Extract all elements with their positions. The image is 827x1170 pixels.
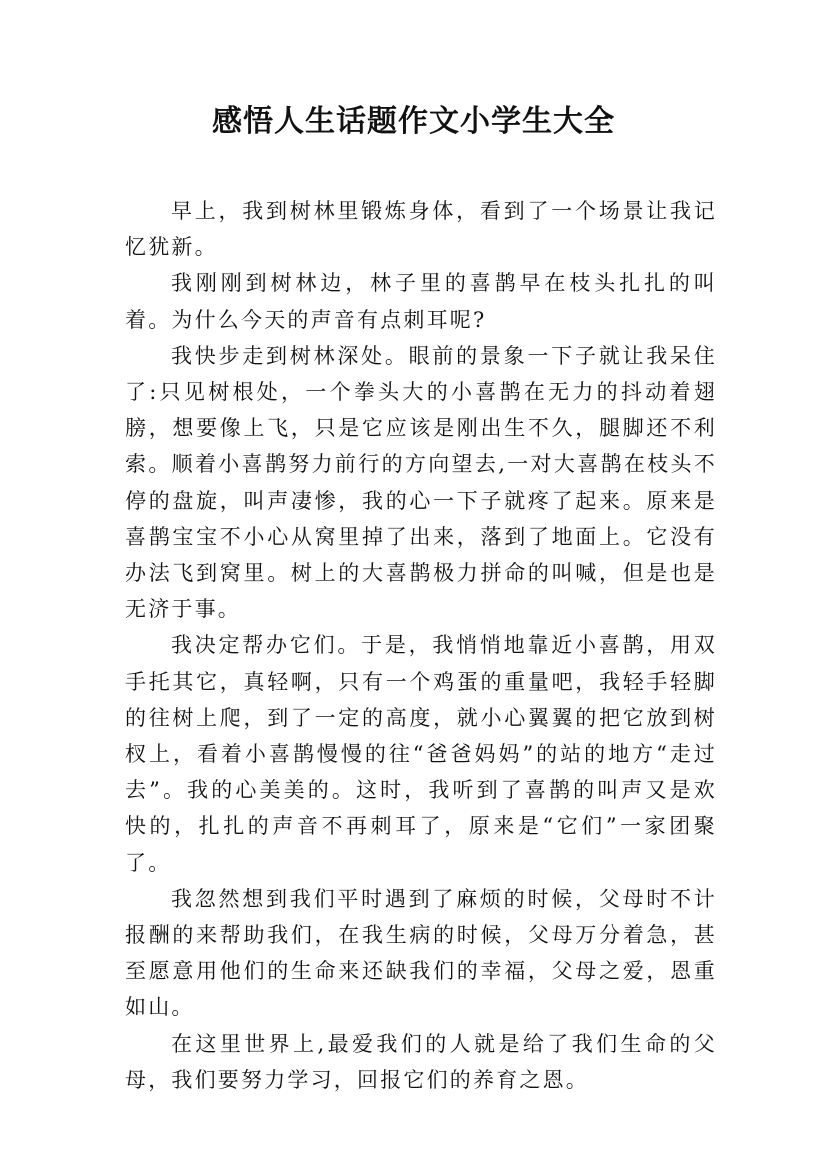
document-body xyxy=(125,193,717,1098)
paragraph: 我忽然想到我们平时遇到了麻烦的时候，父母时不计报酬的来帮助我们，在我生病的时候，父母万分着急，甚至愿意用他们的生命来还缺我们的幸福，父母之爱，恩重如山。 xyxy=(125,886,717,1020)
document-title: 感悟人生话题作文小学生大全 xyxy=(212,104,615,139)
paragraph: 我刚刚到树林边，林子里的喜鹊早在枝头扎扎的叫着。为什么今天的声音有点刺耳呢? xyxy=(125,271,717,332)
paragraph: 我决定帮办它们。于是，我悄悄地靠近小喜鹊，用双手托其它，真轻啊，只有一个鸡蛋的重量吧，我轻手轻脚的往树上爬，到了一定的高度，就小心翼翼的把它放到树杈上，看着小喜鹊慢慢的往“爸爸妈妈”的站的地方“走过去”。我的心美美的。这时，我听到了喜鹊的叫声又是欢快的，扎扎的声音不再刺耳了，原来是“它们”一家团聚了。 xyxy=(125,633,717,875)
paragraph: 我快步走到树林深处。眼前的景象一下子就让我呆住了:只见树根处，一个拳头大的小喜鹊在无力的抖动着翅膀，想要像上飞，只是它应该是刚出生不久，腿脚还不利索。顺着小喜鹊努力前行的方向望去,一对大喜鹊在枝头不停的盘旋，叫声凄惨，我的心一下子就疼了起来。原来是喜鹊宝宝不小心从窝里掉了出来，落到了地面上。它没有办法飞到窝里。树上的大喜鹊极力拼命的叫喊，但是也是无济于事。 xyxy=(125,343,717,622)
paragraph: 早上，我到树林里锻炼身体，看到了一个场景让我记忆犹新。 xyxy=(125,199,717,260)
paragraph: 在这里世界上,最爱我们的人就是给了我们生命的父母，我们要努力学习，回报它们的养育之恩。 xyxy=(125,1031,717,1092)
